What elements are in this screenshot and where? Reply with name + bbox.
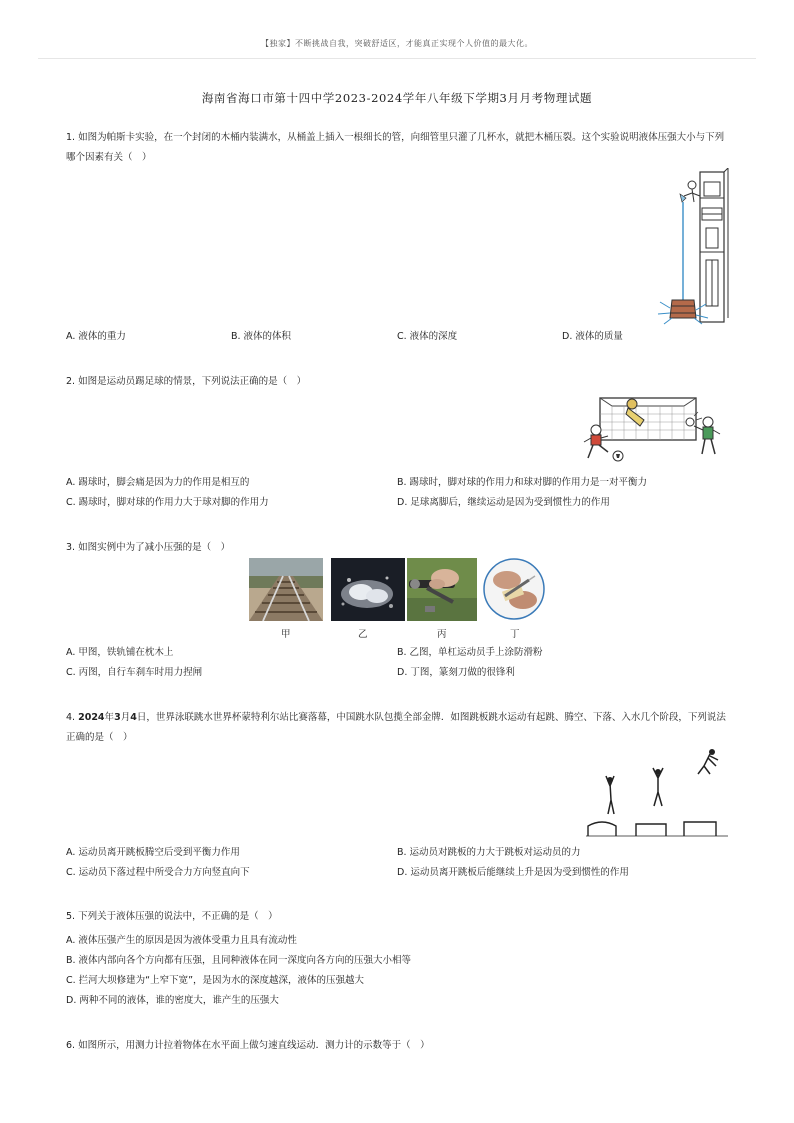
page-title: 海南省海口市第十四中学2023-2024学年八年级下学期3月月考物理试题	[201, 91, 593, 105]
q4-stem-month: 3	[114, 712, 121, 723]
q5-option-a[interactable]: A. 液体压强产生的原因是因为液体受重力且具有流动性	[66, 935, 297, 946]
q2-option-a[interactable]: A. 踢球时，脚会痛是因为力的作用是相互的	[66, 477, 250, 488]
q4-stem-rest: 日，世界泳联跳水世界杯蒙特利尔站比赛落幕，中国跳水队包揽全部金牌．如图跳板跳水运动有起跳、腾空、下落、入水几个阶段，下列说法正确的是（ ）	[66, 712, 726, 743]
pascal-barrel-figure	[652, 168, 732, 326]
soccer-kick-figure	[582, 392, 726, 464]
q3-option-d[interactable]: D. 丁图，篆刻刀做的很锋利	[397, 667, 515, 678]
question-1-stem: 1. 如图为帕斯卡实验，在一个封闭的木桶内装满水，从桶盖上插入一根细长的管，向细管里只灌了几杯水，就把木桶压裂。这个实验说明液体压强大小与下列哪个因素有关（ ）	[66, 132, 725, 163]
q5-option-d[interactable]: D. 两种不同的液体，谁的密度大，谁产生的压强大	[66, 995, 279, 1006]
q3-option-b[interactable]: B. 乙图，单杠运动员手上涂防滑粉	[397, 647, 543, 658]
question-6-stem: 6. 如图所示，用测力计拉着物体在水平面上做匀速直线运动．测力计的示数等于（ ）	[66, 1040, 430, 1051]
q4-option-d[interactable]: D. 运动员离开跳板后能继续上升是因为受到惯性的作用	[397, 867, 629, 878]
chalk-powder-hands-photo	[331, 558, 405, 621]
q1-option-b[interactable]: B. 液体的体积	[231, 331, 292, 342]
photo-label-ding: 丁	[510, 629, 520, 640]
q4-option-c[interactable]: C. 运动员下落过程中所受合力方向竖直向下	[66, 867, 250, 878]
q1-option-d[interactable]: D. 液体的质量	[562, 331, 623, 342]
q1-option-c[interactable]: C. 液体的深度	[397, 331, 458, 342]
q3-option-c[interactable]: C. 丙图，自行车刹车时用力捏闸	[66, 667, 203, 678]
q3-option-a[interactable]: A. 甲图，铁轨铺在枕木上	[66, 647, 174, 658]
q4-stem-year: 2024	[78, 712, 105, 723]
q4-stem-day: 4	[130, 712, 137, 723]
banner-slogan: 【独家】不断挑战自我，突破舒适区，才能真正实现个人价值的最大化。	[261, 39, 533, 48]
q1-option-a[interactable]: A. 液体的重力	[66, 331, 126, 342]
bicycle-brake-photo	[407, 558, 481, 621]
q4-option-a[interactable]: A. 运动员离开跳板腾空后受到平衡力作用	[66, 847, 240, 858]
photo-label-jia: 甲	[281, 629, 291, 640]
q4-stem-text-2: 月	[120, 712, 131, 723]
question-2-stem: 2. 如图是运动员踢足球的情景，下列说法正确的是（ ）	[66, 376, 307, 387]
railway-sleepers-photo	[249, 558, 323, 621]
question-4-stem	[66, 708, 730, 748]
q5-option-c[interactable]: C. 拦河大坝修建为“上窄下宽”，是因为水的深度越深，液体的压强越大	[66, 975, 365, 986]
photo-label-bing: 丙	[437, 629, 447, 640]
q4-stem-text-1: 年	[104, 712, 115, 723]
seal-carving-knife-photo	[483, 558, 557, 621]
photo-label-yi: 乙	[358, 629, 368, 640]
q2-option-c[interactable]: C. 踢球时，脚对球的作用力大于球对脚的作用力	[66, 497, 269, 508]
q2-option-d[interactable]: D. 足球离脚后，继续运动是因为受到惯性力的作用	[397, 497, 610, 508]
q2-option-b[interactable]: B. 踢球时，脚对球的作用力和球对脚的作用力是一对平衡力	[397, 477, 648, 488]
question-5-stem: 5. 下列关于液体压强的说法中，不正确的是（ ）	[66, 911, 278, 922]
question-3-stem: 3. 如图实例中为了减小压强的是（ ）	[66, 542, 231, 553]
header-divider	[38, 58, 756, 59]
q4-stem-prefix: 4.	[66, 712, 79, 723]
q5-option-b[interactable]: B. 液体内部向各个方向都有压强，且同种液体在同一深度向各方向的压强大小相等	[66, 955, 412, 966]
springboard-diving-figure	[586, 744, 728, 840]
q4-option-b[interactable]: B. 运动员对跳板的力大于跳板对运动员的力	[397, 847, 581, 858]
